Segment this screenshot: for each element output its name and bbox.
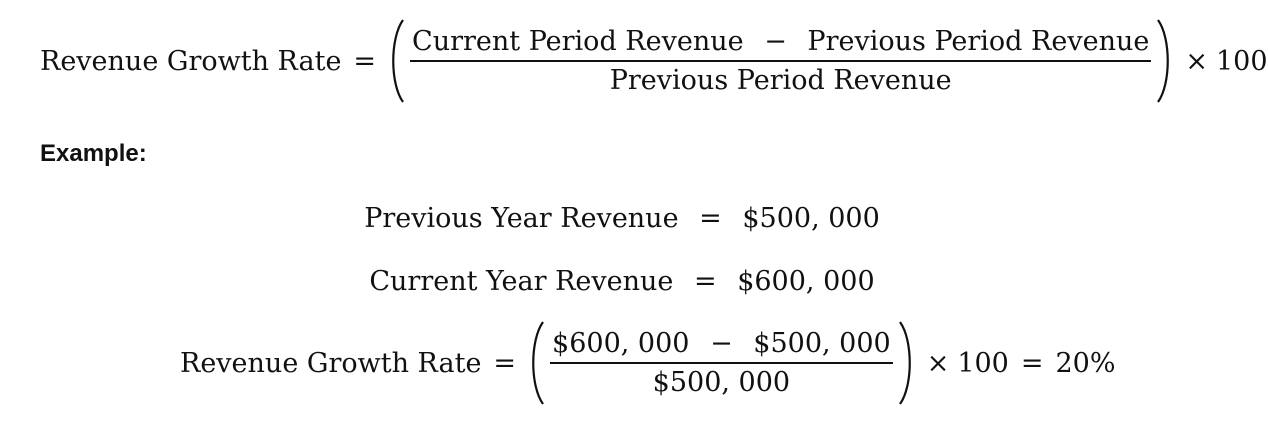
previous-year-equals: = (699, 203, 722, 234)
formula-numerator (410, 26, 1151, 57)
calc-equals-result: = (1020, 347, 1044, 379)
calc-left-paren (528, 320, 546, 406)
left-paren (388, 18, 406, 104)
calc-denominator: $500, 000 (652, 366, 791, 398)
calc-lhs: Revenue Growth Rate (180, 347, 482, 379)
formula-lhs: Revenue Growth Rate (40, 45, 342, 77)
previous-year-label: Previous Year Revenue (364, 203, 679, 234)
growth-rate-formula (40, 18, 1268, 104)
current-year-line (0, 266, 1244, 297)
formula-times: × (1185, 45, 1208, 77)
right-paren (1155, 18, 1173, 104)
calc-result: 20% (1055, 347, 1116, 379)
current-year-label: Current Year Revenue (369, 266, 674, 297)
current-year-value: $600, 000 (737, 266, 875, 297)
calc-equals: = (493, 347, 517, 379)
formula-denominator: Previous Period Revenue (609, 64, 952, 96)
current-year-equals: = (693, 266, 717, 297)
example-heading: Example: (40, 140, 147, 167)
calc-numerator-previous: $500, 000 (753, 328, 891, 360)
example-calculation (180, 320, 1116, 406)
numerator-current: Current Period Revenue (412, 26, 744, 58)
calc-numerator (550, 328, 893, 359)
previous-year-line (0, 203, 1244, 234)
calc-fraction (550, 328, 893, 398)
numerator-previous: Previous Period Revenue (807, 26, 1150, 58)
calc-fraction-bar (550, 362, 893, 364)
calc-multiplier: 100 (957, 347, 1009, 379)
formula-fraction (410, 26, 1151, 96)
formula-multiplier: 100 (1215, 45, 1268, 77)
calc-numerator-minus: − (710, 328, 733, 360)
previous-year-value: $500, 000 (742, 203, 880, 234)
numerator-minus: − (764, 26, 787, 58)
formula-equals: = (353, 45, 377, 77)
calc-right-paren (897, 320, 915, 406)
calc-numerator-current: $600, 000 (552, 328, 690, 360)
calc-times: × (926, 347, 950, 379)
fraction-bar (410, 60, 1151, 62)
